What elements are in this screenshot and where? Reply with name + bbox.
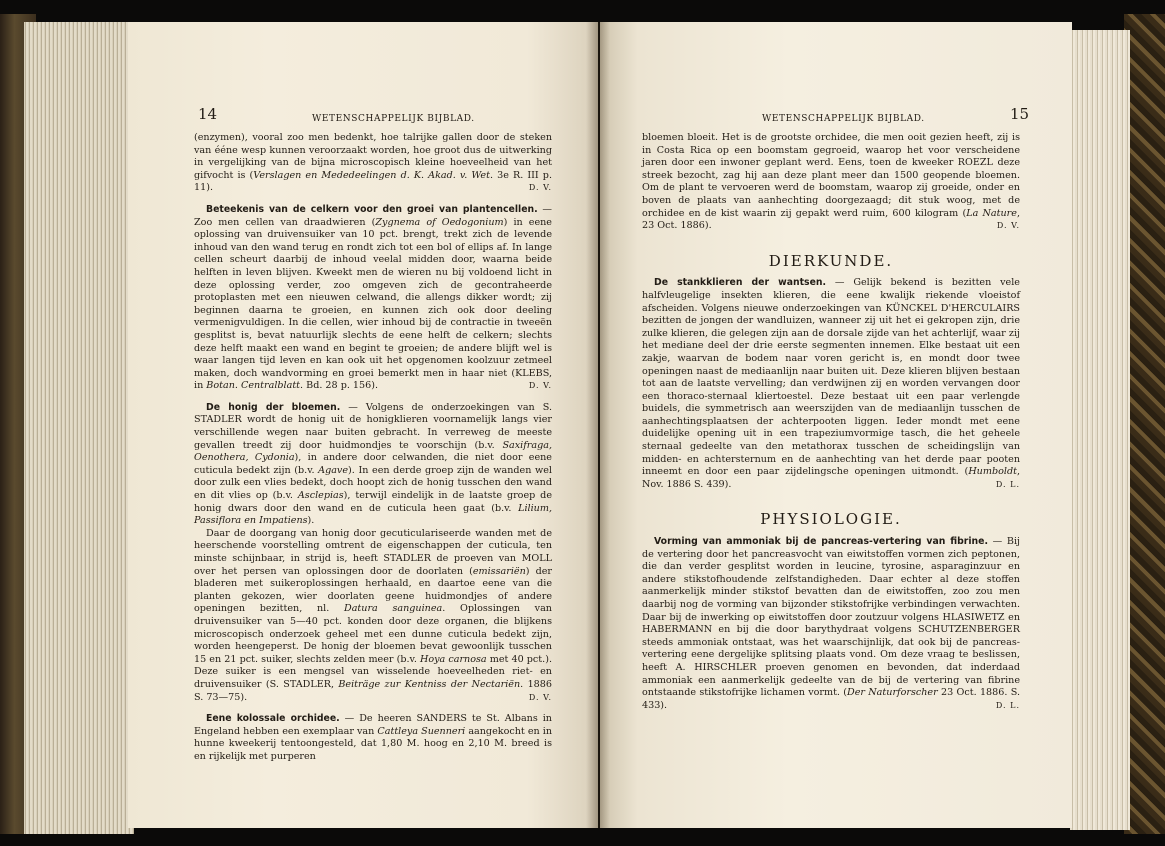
right-page — [600, 22, 1072, 828]
author-signature: D. V. — [528, 381, 552, 391]
article-orchidee: Eene kolossale orchidee. — De heeren SANDERS te St. Albans in Engeland hebben een exemplaar van Cattleya Suenneri aangekocht en in hunne kweekerij tentoongesteld, dat 1,80 M. hoog en 2,10 M. breed is en rijkelijk met purperen — [194, 713, 552, 762]
page-number: 14 — [198, 105, 218, 123]
continuation-paragraph: bloemen bloeit. Het is de grootste orchidee, die men ooit gezien heeft, zij is in Costa Rica op een boomstam gegroeid, waarop het voor verscheidene jaren door een inwoner geplant werd. Eens, toen de kweeker ROEZL deze streek bezocht, zag hij aan deze plant meer dan 1500 geopende bloemen. Om de plant te vervoeren werd de boomstam, waarop zij groeide, onder en boven de plaats van aanhechting doorgezaagd; dit stuk woog, met de orchidee en de kist waarin zij gepakt werd ruim, 600 kilogram (La Nature, 23 Oct. 1886). D. V. — [642, 132, 1020, 232]
article-heading: De honig der bloemen. — [206, 401, 341, 413]
section-heading-dierkunde: DIERKUNDE. — [768, 251, 894, 270]
author-signature: D. V. — [996, 221, 1020, 231]
article-celkern: Beteekenis van de celkern voor den groei van plantencellen. — Zoo men cellen van draadwieren (Zygnema of Oedogonium) in eene oplossing van druivensuiker van 10 pct. brengt, trekt zich de levende inhoud van den wand terug en rondt zich tot een bol of ellips af. In lange cellen scheurt daarbij de inhoud veelal midden door, waarna beide helften in leven blijven. Kweekt men de wieren nu bij voldoend licht in deze oplossing verder, zoo omgeven zich de gecontraheerde protoplasten met een nieuwen celwand, die allengs dikker wordt; zij beginnen daarna te groeien, en kunnen zich ook door deeling vermenigvuldigen. In die cellen, wier inhoud bij de contractie in tweeën gesplitst is, bevat natuurlijk slechts de eene helft de celkern; slechts deze helft maakt een wand en begint te groeien; de andere blijft wel is waar langen tijd leven en kan ook uit het opgenomen koolzuur zetmeel maken, doch wandvorming en groei bemerkt men in haar niet (KLEBS, in Botan. Centralblatt. Bd. 28 p. 156). D. V. — [194, 203, 552, 392]
author-signature: D. L. — [995, 700, 1020, 710]
author-signature: D. L. — [995, 479, 1020, 489]
section-heading-physiologie: PHYSIOLOGIE. — [760, 510, 902, 529]
running-head: WETENSCHAPPELIJK BIJBLAD. — [312, 114, 475, 124]
book-gutter — [586, 22, 610, 828]
author-signature: D. V. — [528, 183, 552, 193]
article-stankklieren: De stankklieren der wantsen. — Gelijk bekend is bezitten vele halfvleugelige insekten klieren, die eene kwalijk riekende vloeistof afscheiden. Volgens nieuwe onderzoekingen van KÜNCKEL D'HERCULAIRS bezitten de jongen der wandluizen, wanneer zij uit het ei gekropen zijn, drie zulke klieren, die gelegen zijn aan de dorsale zijde van het achterlijf, waar zij het mediane deel der drie eerste segmenten innemen. Elke bestaat uit een zakje, waarvan de bodem naar voren gericht is, en mondt door twee openingen naast de mediaanlijn naar buiten uit. Deze klieren blijven bestaan tot aan de laatste vervelling; dan verdwijnen zij en worden vervangen door een thoraco-sternaal kliertoestel. Deze bestaat uit een paar verlengde buidels, die symmetrisch aan weerszijden van de mediaanlijn tusschen de aanhechtingsplaatsen der achterpooten liggen. Ieder mondt met eene duidelijke opening uit in een trapeziumvormige tasch, die het geheele sternaal gedeelte van den metathorax tusschen de scheidingslijn van midden- en achtersternum en de aanhechting van het derde paar pooten inneemt en door een paar zijdelingsche openingen uitmondt. (Humboldt, Nov. 1886 S. 439). D. L. — [642, 277, 1020, 490]
page-edges-right — [1070, 30, 1130, 830]
page-number: 15 — [1010, 105, 1030, 123]
left-page-body — [194, 132, 552, 764]
article-ammoniak: Vorming van ammoniak bij de pancreas-vertering van fibrine. — Bij de vertering door het pancreasvocht van eiwitstoffen vormen zich peptonen, die dan verder gesplitst worden in leucine, tyrosine, asparaginzuur en andere stikstofhoudende zelfstandigheden. Daar echter al deze stoffen aanmerkelijk minder stikstof bevatten dan de eiwitstoffen, zoo zou men daarbij nog de vorming van bijzonder stikstofrijke verbindingen verwachten. Daar bij de inwerking op eiwitstoffen door zoutzuur volgens HLASIWETZ en HABERMANN en bij die door barythydraat volgens SCHUTZENBERGER steeds ammoniak ontstaat, was het waarschijnlijk, dat ook bij de pancreas-vertering eene dergelijke splitsing plaats vond. Om deze vraag te beslissen, heeft A. HIRSCHLER proeven genomen en bevonden, dat inderdaad ammoniak een aanmerkelijk gedeelte van de bij de vertering van fibrine ontstaande stikstofrijke lichamen vormt. (Der Naturforscher 23 Oct. 1886. S. 433). D. L. — [642, 536, 1021, 711]
article-heading: De stankklieren der wantsen. — [654, 277, 827, 289]
article-heading: Vorming van ammoniak bij de pancreas-vertering van fibrine. — [654, 536, 988, 548]
right-page-body — [642, 132, 1020, 712]
continuation-paragraph: (enzymen), vooral zoo men bedenkt, hoe talrijke gallen door de steken van ééne wesp kunnen veroorzaakt worden, hoe groot dus de uitwerking in vergelijking van de bijna microscopisch kleine hoeveelheid van het gifvocht is (Verslagen en Mededeelingen d. K. Akad. v. Wet. 3e R. III p. 11). D. V. — [194, 132, 553, 194]
left-page — [128, 22, 598, 828]
author-signature: D. V. — [528, 692, 552, 702]
running-head: WETENSCHAPPELIJK BIJBLAD. — [762, 114, 925, 124]
article-honig-continued: Daar de doorgang van honig door gecuticulariseerde wanden met de heerschende voorstelling omtrent de eigenschappen der cuticula, ten minste schijnbaar, in strijd is, heeft STADLER de proeven van MOLL over het persen van oplossingen door de doorlaten (emissariën) der bladeren met suikeroplossingen herhaald, en daartoe eene van die planten gekozen, wier doorlaten geene huidmondjes of andere openingen bezitten, nl. Datura sanguinea. Oplossingen van druivensuiker van 5—40 pct. konden door deze organen, die blijkens microscopisch onderzoek geheel met een dunne cuticula bedekt zijn, worden heengeperst. De honig der bloemen bevat gewoonlijk tusschen 15 en 21 pct. suiker, slechts zelden meer (b.v. Hoya carnosa met 40 pct.). Deze suiker is een mengsel van wisselende hoeveelheden riet- en druivensuiker (S. STADLER, Beiträge zur Kentniss der Nectariën. 1886 S. 73—75). D. V. — [194, 527, 553, 703]
article-honig: De honig der bloemen. — Volgens de onderzoekingen van S. STADLER wordt de honig uit de honigklieren voornamelijk langs vier verschillende wegen naar buiten gebracht. In verreweg de meeste gevallen treedt zij door huidmondjes te voorschijn (b.v. Saxifraga, Oenothera, Cydonia), in andere door celwanden, die niet door eene cuticula bedekt zijn (b.v. Agave). In een derde groep zijn de wanden wel door zulk een vlies bedekt, doch hoopt zich de honig tusschen den wand en dit vlies op (b.v. Asclepias), terwijl eindelijk in de laatste groep de honig dwars door den wand en de cuticula heen gaat (b.v. Lilium, Passiflora en Impatiens). — [194, 401, 552, 527]
article-heading: Beteekenis van de celkern voor den groei van plantencellen. — [206, 203, 538, 215]
book-cover-right — [1124, 14, 1165, 834]
page-edges-left — [24, 22, 134, 834]
article-heading: Eene kolossale orchidee. — [206, 713, 340, 725]
